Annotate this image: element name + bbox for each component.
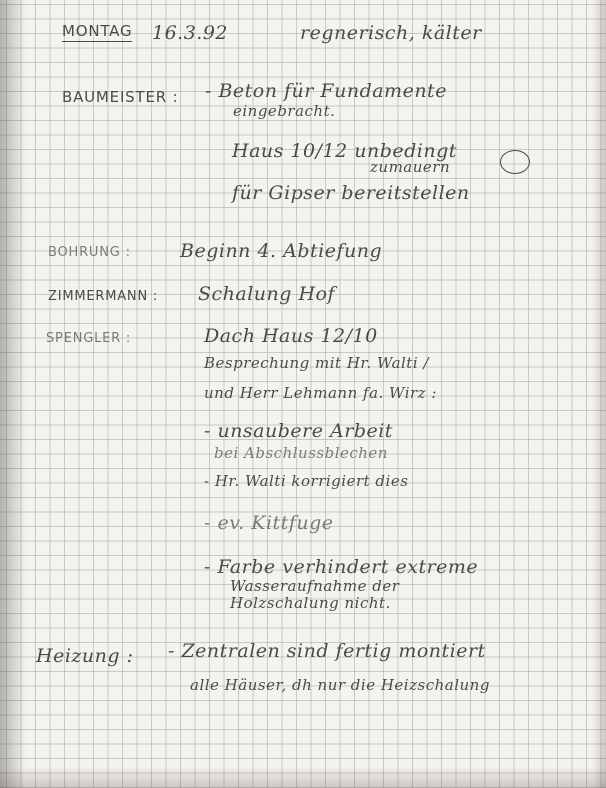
spengler-line-3: und Herr Lehmann fa. Wirz : [204, 384, 437, 402]
label-bohrung: BOHRUNG : [48, 245, 131, 260]
baumeister-line-1b: eingebracht. [233, 102, 336, 120]
label-zimmermann: ZIMMERMANN : [48, 289, 159, 304]
spengler-item-4: - Farbe verhindert extreme [204, 556, 479, 578]
spengler-line-1: Dach Haus 12/10 [204, 325, 378, 347]
circle-mark [500, 150, 530, 174]
header-weather: regnerisch, kälter [300, 22, 482, 44]
baumeister-line-3: für Gipser bereitstellen [232, 182, 470, 204]
label-heizung: Heizung : [36, 645, 134, 667]
page-shadow-bottom [0, 766, 606, 788]
baumeister-line-1: - Beton für Fundamente [205, 80, 447, 102]
spengler-item-3: - ev. Kittfuge [204, 512, 334, 534]
heizung-line-1: - Zentralen sind fertig montiert [168, 640, 486, 662]
spengler-item-4c: Holzschalung nicht. [230, 594, 391, 612]
spengler-item-4b: Wasseraufnahme der [230, 577, 400, 595]
label-baumeister: BAUMEISTER : [62, 88, 179, 106]
spengler-item-2: - Hr. Walti korrigiert dies [204, 472, 409, 490]
spengler-item-1b: bei Abschlussblechen [214, 444, 388, 462]
label-spengler: SPENGLER : [46, 331, 132, 346]
baumeister-line-2b: zumauern [370, 158, 451, 176]
heizung-line-2: alle Häuser, dh nur die Heizschalung [190, 676, 490, 694]
zimmermann-line-1: Schalung Hof [198, 283, 336, 305]
header-date: 16.3.92 [152, 22, 229, 44]
page-shadow-right [592, 0, 606, 788]
page-shadow-left [0, 0, 26, 788]
spengler-line-2: Besprechung mit Hr. Walti / [204, 354, 429, 372]
bohrung-line-1: Beginn 4. Abtiefung [180, 240, 383, 262]
header-day: MONTAG [62, 22, 133, 40]
spengler-item-1: - unsaubere Arbeit [204, 420, 393, 442]
baumeister-line-2: Haus 10/12 unbedingt [232, 140, 457, 162]
